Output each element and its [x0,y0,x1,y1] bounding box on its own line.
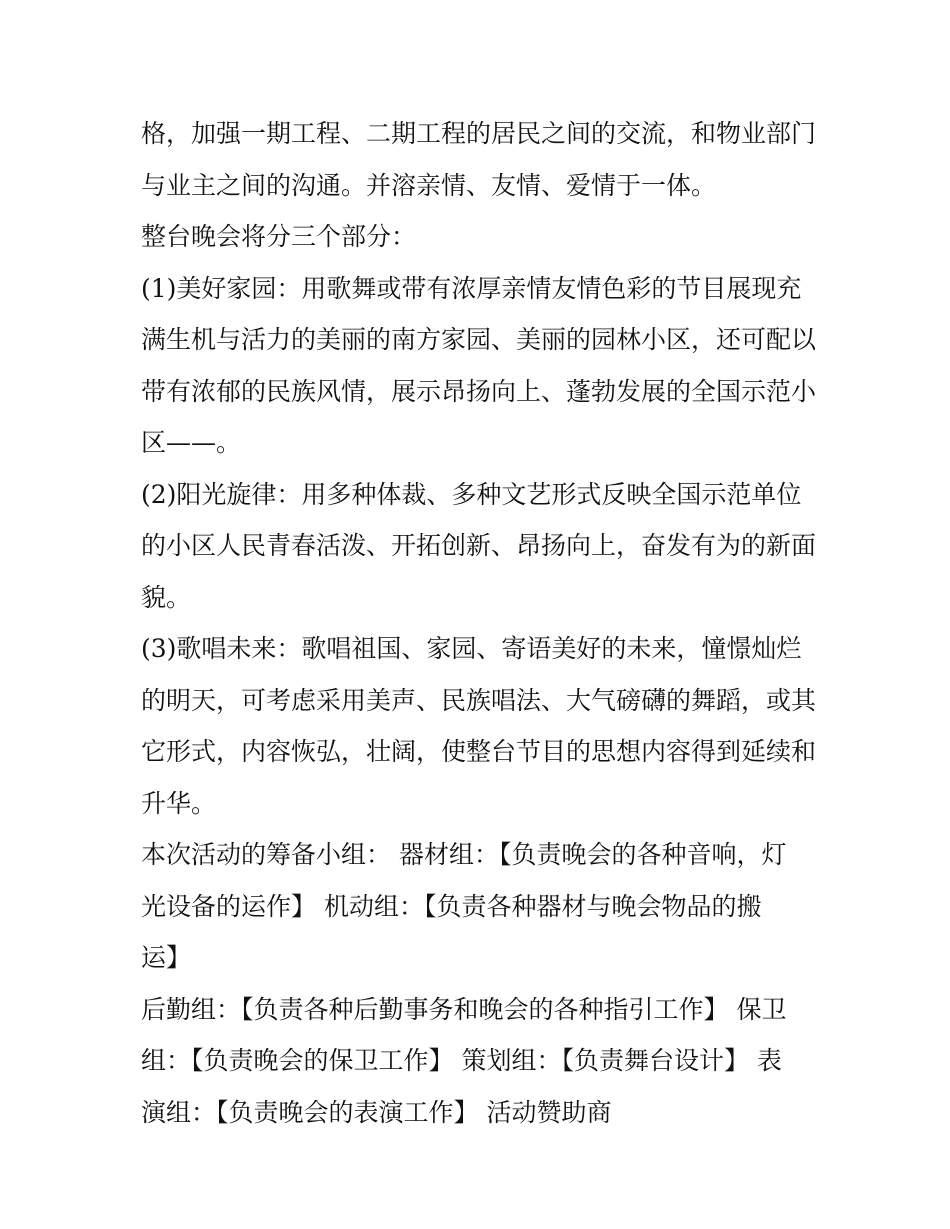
text-line-3: 整台晚会将分三个部分： [141,222,417,251]
text-line-11: (3)歌唱未来：歌唱祖国、家园、寄语美好的未来，憧憬灿烂 [141,634,802,663]
text-line-6: 带有浓郁的民族风情，展示昂扬向上、蓬勃发展的全国示范小 [141,376,817,406]
text-line-4: (1)美好家园：用歌舞或带有浓厚亲情友情色彩的节目展现充 [141,273,802,303]
text-line-14: 升华。 [141,788,217,818]
text-line-10: 貌。 [141,582,192,612]
text-line-8: (2)阳光旋律：用多种体裁、多种文艺形式反映全国示范单位 [141,479,802,509]
text-line-1: 格，加强一期工程、二期工程的居民之间的交流，和物业部门 [141,119,817,148]
text-line-7: 区——。 [141,428,242,457]
text-line-16: 光设备的运作】 机动组：【负责各种器材与晚会物品的搬 [141,891,762,921]
text-line-18: 后勤组：【负责各种后勤事务和晚会的各种指引工作】 保卫 [141,994,787,1024]
text-line-12: 的明天，可考虑采用美声、民族唱法、大气磅礴的舞蹈，或其 [141,685,817,715]
text-line-2: 与业主之间的沟通。并溶亲情、友情、爱情于一体。 [141,170,717,200]
text-line-19: 组：【负责晚会的保卫工作】 策划组：【负责舞台设计】 表 [141,1046,782,1075]
text-line-5: 满生机与活力的美丽的南方家园、美丽的园林小区，还可配以 [141,325,817,354]
text-line-13: 它形式，内容恢弘，壮阔，使整台节目的思想内容得到延续和 [141,737,817,766]
text-line-15: 本次活动的筹备小组： 器材组：【负责晚会的各种音响，灯 [141,840,787,869]
text-line-20: 演组：【负责晚会的表演工作】 活动赞助商 [141,1097,612,1127]
document-body [141,108,821,1138]
text-line-9: 的小区人民青春活泼、开拓创新、昂扬向上，奋发有为的新面 [141,531,817,560]
text-line-17: 运】 [141,943,192,972]
